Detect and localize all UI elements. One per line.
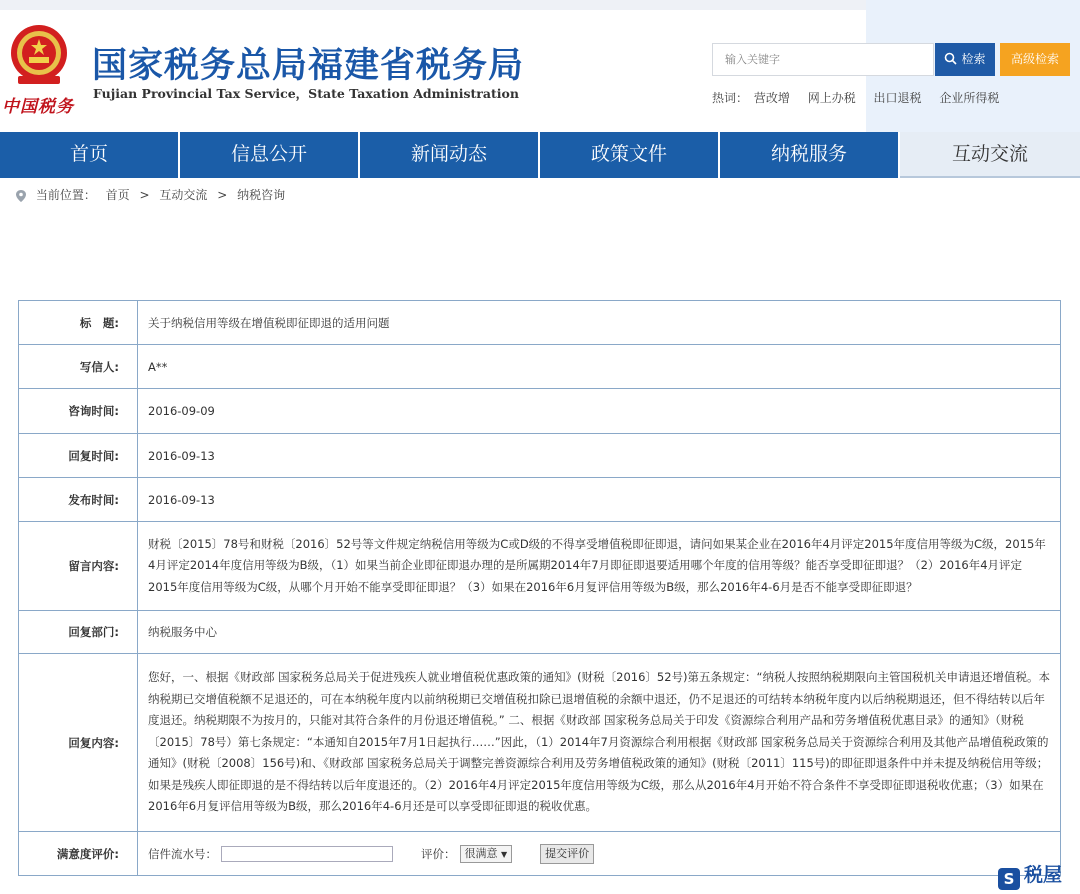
search-icon <box>944 52 957 65</box>
nav-policy[interactable]: 政策文件 <box>540 132 720 178</box>
ask-time-value: 2016-09-09 <box>138 389 1061 434</box>
watermark <box>998 860 1062 890</box>
dropdown-arrow-icon: ▼ <box>501 850 508 859</box>
title-label: 标 题: <box>19 301 138 345</box>
hot-word-link[interactable]: 营改增 <box>753 91 790 105</box>
row-title <box>19 301 1061 345</box>
rating-label: 满意度评价: <box>19 832 138 876</box>
breadcrumb-separator: > <box>139 188 150 202</box>
serial-label: 信件流水号： <box>148 846 217 861</box>
hot-word-link[interactable]: 网上办税 <box>807 91 856 105</box>
main-nav <box>0 132 1080 178</box>
row-message <box>19 522 1061 611</box>
site-title[interactable]: 国家税务总局福建省税务局 <box>92 46 525 86</box>
reply-value: 您好，一、根据《财政部 国家税务总局关于促进残疾人就业增值税优惠政策的通知》(财税〔2016〕52号)第五条规定：“纳税人按照纳税期限向主管国税机关申请退还增值税。本纳税期已交增值税额不足退还的，可在本纳税年度内以前纳税期已交增值税扣除已退增值税的余额中退还，仍不足退还的可结转本纳税年度内以后纳税期退还，但不得结转以后年度退还。纳税期限不为按月的，只能对其符合条件的月份退还增值税。” 二、根据《财政部 国家税务总局关于印发《资源综合利用产品和劳务增值税优惠目录》的通知》（财税〔2015〕78号）第七条规定：“本通知自2015年7月1日起执行……”因此，（1）2014年7月资源综合利用根据《财政部 国家税务总局关于资源综合利用及其他产品增值税政策的通知》(财税〔2008〕156号)和、《财政部 国家税务总局关于调整完善资源综合利用及劳务增值税政策的通知》(财税〔2011〕115号)的即征即退条件中并未提及纳税信用等级；如果是残疾人即征即退的是不得结转以后年度退还的。（2）2016年4月评定2015年度信用等级为C级，那么从2016年4月开始不符合条件不享受即征即退税收优惠；（3）如果在2016年6月复评信用等级为B级，那么2016年4-6月还是可以享受即征即退的税收优惠。 <box>138 654 1061 832</box>
breadcrumb-label: 当前位置： <box>35 188 96 202</box>
score-value: 很满意 <box>464 847 498 860</box>
breadcrumb <box>16 186 291 203</box>
breadcrumb-interaction[interactable]: 互动交流 <box>159 188 208 202</box>
publish-time-value: 2016-09-13 <box>138 478 1061 522</box>
breadcrumb-home[interactable]: 首页 <box>105 188 130 202</box>
nav-home[interactable]: 首页 <box>0 132 180 178</box>
search-button-label: 检索 <box>961 52 986 66</box>
nav-tax-service[interactable]: 纳税服务 <box>720 132 900 178</box>
search-button[interactable] <box>935 43 995 76</box>
message-label: 留言内容: <box>19 522 138 611</box>
ask-time-label: 咨询时间: <box>19 389 138 434</box>
search-input[interactable]: 输入关键字 <box>712 43 934 76</box>
score-label: 评价： <box>421 846 456 861</box>
nav-interaction[interactable]: 互动交流 <box>900 132 1080 178</box>
consultation-table <box>18 300 1061 876</box>
reply-time-label: 回复时间: <box>19 434 138 478</box>
row-reply-time <box>19 434 1061 478</box>
row-publish-time <box>19 478 1061 522</box>
writer-value: A** <box>138 345 1061 389</box>
hot-words-label: 热词： <box>712 91 749 105</box>
hot-word-link[interactable]: 出口退税 <box>873 91 922 105</box>
reply-label: 回复内容: <box>19 654 138 832</box>
score-select[interactable] <box>460 845 513 863</box>
brand-text: 中国税务 <box>2 97 74 117</box>
national-emblem-icon <box>4 20 74 90</box>
hot-word-link[interactable]: 企业所得税 <box>939 91 1000 105</box>
reply-time-value: 2016-09-13 <box>138 434 1061 478</box>
watermark-text: 税屋 <box>1024 864 1063 886</box>
watermark-logo-icon: S <box>998 868 1020 890</box>
hot-words <box>712 89 1013 106</box>
breadcrumb-consult[interactable]: 纳税咨询 <box>237 188 286 202</box>
row-dept <box>19 611 1061 654</box>
row-rating <box>19 832 1061 876</box>
submit-rating-button[interactable]: 提交评价 <box>540 844 594 864</box>
breadcrumb-separator: > <box>217 188 228 202</box>
location-pin-icon <box>16 190 26 202</box>
serial-input[interactable] <box>221 846 393 862</box>
nav-news[interactable]: 新闻动态 <box>360 132 540 178</box>
row-reply <box>19 654 1061 832</box>
title-value: 关于纳税信用等级在增值税即征即退的适用问题 <box>138 301 1061 345</box>
message-value: 财税〔2015〕78号和财税〔2016〕52号等文件规定纳税信用等级为C或D级的不得享受增值税即征即退，请问如果某企业在2016年4月评定2015年度信用等级为C级，2015年4月评定2014年度信用等级为B级，（1）如果当前企业即征即退办理的是所属期2014年7月即征即退要适用哪个年度的信用等级？能否享受即征即退？（2）2016年4月评定2015年度信用等级为C级，从哪个月开始不能享受即征即退？（3）如果在2016年6月复评信用等级为B级，那么2016年4-6月是否不能享受即征即退？ <box>138 522 1061 611</box>
writer-label: 写信人: <box>19 345 138 389</box>
dept-value: 纳税服务中心 <box>138 611 1061 654</box>
dept-label: 回复部门: <box>19 611 138 654</box>
row-writer <box>19 345 1061 389</box>
advanced-search-button[interactable]: 高级检索 <box>1000 43 1070 76</box>
row-ask-time <box>19 389 1061 434</box>
publish-time-label: 发布时间: <box>19 478 138 522</box>
rating-controls <box>138 832 1061 876</box>
nav-info-disclosure[interactable]: 信息公开 <box>180 132 360 178</box>
site-subtitle: Fujian Provincial Tax Service，State Taxation Administration <box>93 86 519 101</box>
